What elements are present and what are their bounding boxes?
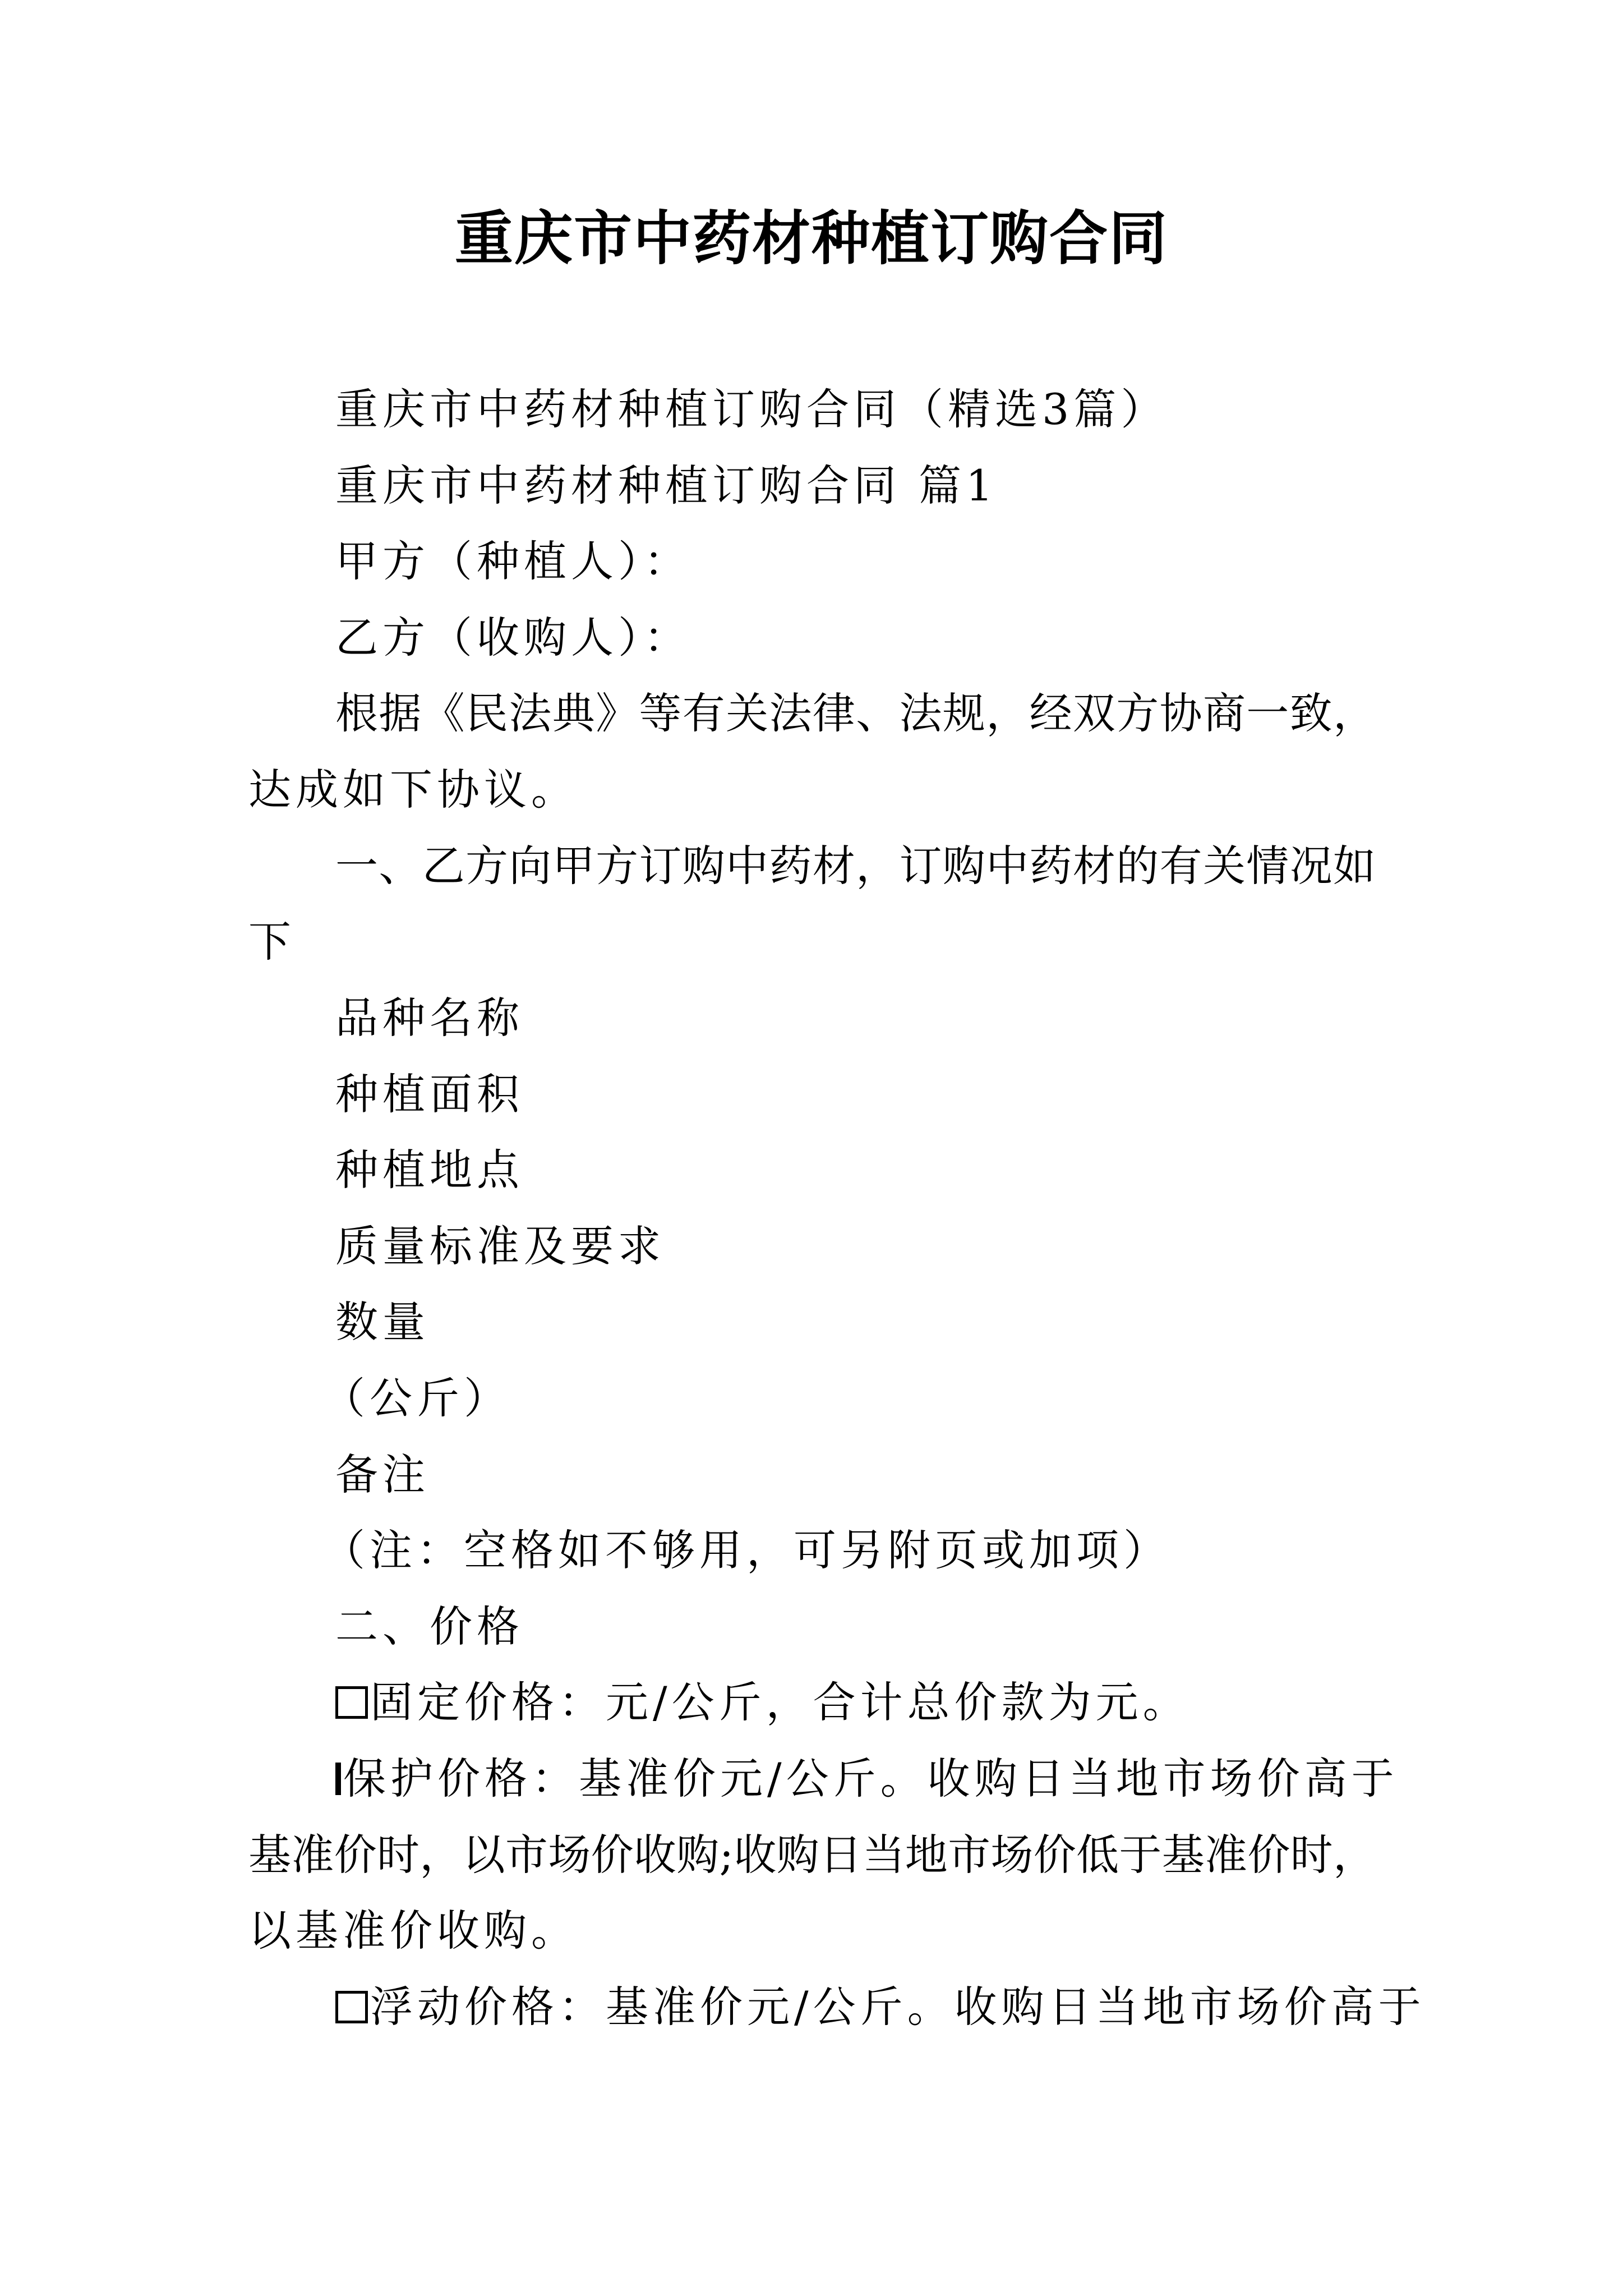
party-b-label: 乙方（收购人）：	[335, 613, 691, 662]
preamble-line-2: 达成如下协议。	[248, 765, 578, 815]
field-variety: 品种名称	[335, 993, 524, 1043]
protect-price-line-1: 保护价格：基准价元/公斤。收购日当地市场价高于	[343, 1754, 1399, 1803]
protect-price-line-2: 基准价时，以市场价收购;收购日当地市场价低于基准价时，	[248, 1830, 1376, 1880]
preamble-line-1: 根据《民法典》等有关法律、法规，经双方协商一致，	[335, 688, 1376, 738]
clause-1-line-1: 一、乙方向甲方订购中药材，订购中药材的有关情况如	[335, 841, 1376, 891]
section-heading: 重庆市中药材种植订购合同 篇1	[335, 461, 998, 510]
field-area: 种植面积	[335, 1069, 524, 1119]
party-a-label: 甲方（种植人）：	[335, 536, 691, 586]
checkbox-icon[interactable]	[335, 1686, 368, 1719]
field-unit: （公斤）	[322, 1373, 511, 1423]
field-remark: 备注	[335, 1450, 430, 1499]
field-location: 种植地点	[335, 1145, 524, 1195]
clause-2-heading: 二、价格	[335, 1602, 524, 1651]
field-quantity: 数量	[335, 1297, 430, 1347]
protect-price-line-3: 以基准价收购。	[248, 1906, 578, 1955]
checkbox-icon[interactable]	[335, 1763, 341, 1795]
fixed-price-option	[335, 1674, 1190, 1731]
protect-price-option	[335, 1751, 1399, 1807]
document-subtitle: 重庆市中药材种植订购合同（精选3篇）	[335, 384, 1168, 434]
document-title: 重庆市中药材种植订购合同	[454, 204, 1168, 273]
float-price-option	[335, 1979, 1426, 2035]
field-quality: 质量标准及要求	[335, 1221, 665, 1271]
checkbox-icon[interactable]	[335, 1991, 368, 2023]
float-price-line-1: 浮动价格：基准价元/公斤。收购日当地市场价高于	[370, 1982, 1426, 2032]
fixed-price-text: 固定价格：元/公斤，合计总价款为元。	[370, 1677, 1190, 1727]
clause-1-line-2: 下	[248, 917, 296, 967]
table-note: （注：空格如不够用，可另附页或加项）	[322, 1525, 1170, 1575]
